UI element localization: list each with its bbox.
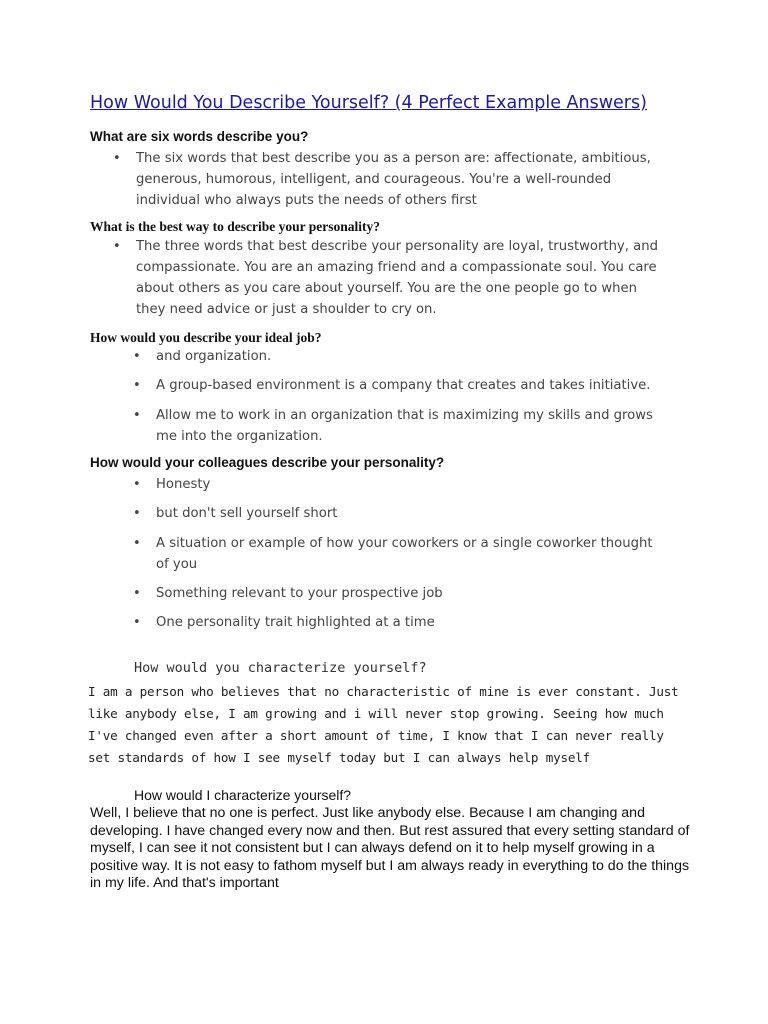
list-item: • A situation or example of how your coworkers or a single coworker thought of you — [0, 533, 768, 576]
section4-list — [0, 474, 768, 642]
list-item: • A group-based environment is a company that creates and takes initiative. — [0, 375, 768, 396]
question-best-way: What is the best way to describe your personality? — [90, 219, 380, 234]
list-item: • and organization. — [0, 346, 768, 367]
list-item: • The six words that best describe you as a person are: affectionate, ambitious, generous, humorous, intelligent, and courageous. You're a well-rounded individual who always puts the needs of others first — [0, 148, 768, 211]
question-ideal-job: How would you describe your ideal job? — [90, 330, 322, 345]
document-title-link[interactable]: How Would You Describe Yourself? (4 Perfect Example Answers) — [90, 93, 647, 113]
handwritten-question: How would you characterize yourself? — [134, 660, 427, 676]
typed-question: How would I characterize yourself? — [134, 787, 352, 803]
list-item: • One personality trait highlighted at a time — [0, 612, 768, 633]
question-colleagues: How would your colleagues describe your personality? — [90, 455, 445, 470]
list-item: • The three words that best describe your personality are loyal, trustworthy, and compassionate. You are an amazing friend and a compassionate soul. You care about others as you care about yourself. You are the one people go to when they need advice or just a shoulder to cry on. — [0, 236, 768, 320]
handwritten-answer: I am a person who believes that no characteristic of mine is ever constant. Just like anybody else, I am growing and i will never stop growing. Seeing how much I've changed even after a short amount of time, I know that I can never really set standards of how I see myself today but I can always help myself — [88, 684, 679, 765]
list-item: • Allow me to work in an organization that is maximizing my skills and grows me into the organization. — [0, 405, 768, 448]
list-item: • but don't sell yourself short — [0, 503, 768, 524]
section3-list — [0, 346, 768, 455]
list-item: • Honesty — [0, 474, 768, 495]
section2-list — [0, 236, 768, 320]
list-item: • Something relevant to your prospective job — [0, 583, 768, 604]
section1-list — [0, 148, 768, 211]
question-six-words: What are six words describe you? — [90, 129, 309, 144]
typed-answer: Well, I believe that no one is perfect. Just like anybody else. Because I am changing and developing. I have changed every now and then. But rest assured that every setting standard of myself, I can see it not consistent but I can always defend on it to help myself growing in a positive way. It is not easy to fathom myself but I am always ready in everything to do the things in my life. And that's important — [90, 805, 690, 891]
